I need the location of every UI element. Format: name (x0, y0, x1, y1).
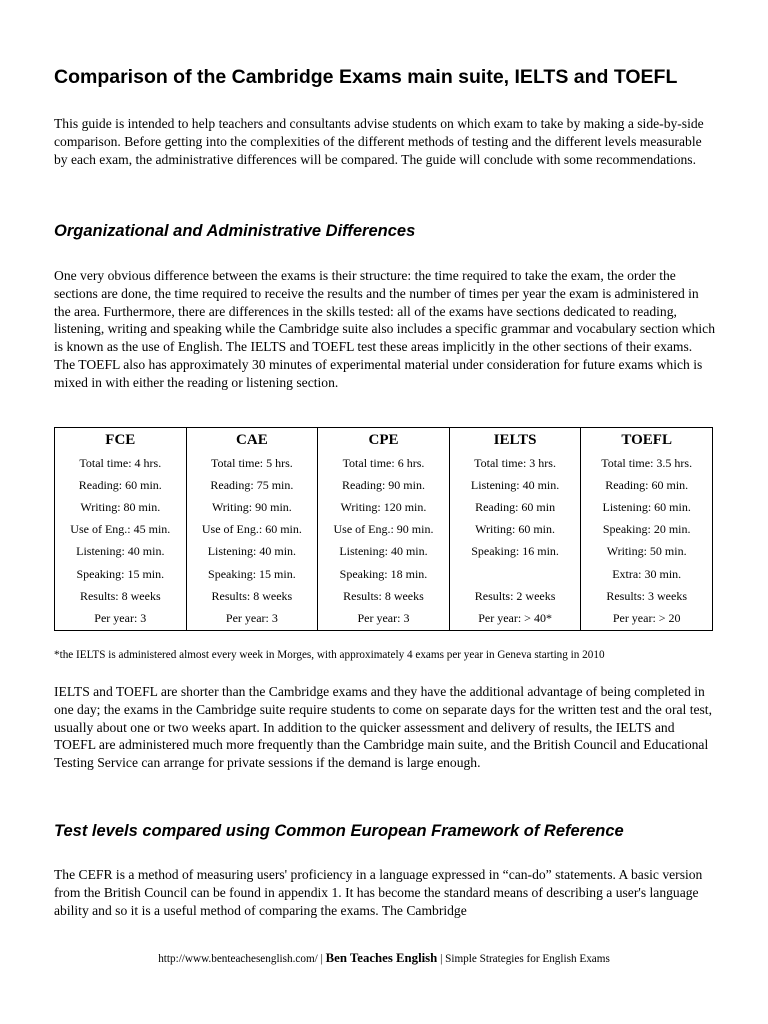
table-row (55, 563, 713, 585)
table-header-row (55, 428, 713, 453)
table-cell: Total time: 3 hrs. (449, 452, 581, 474)
organizational-paragraph: One very obvious difference between the exams is their structure: the time required to take the exam, the order the sections are done, the time required to receive the results and the number of times per year the exam is administered in the area. Furthermore, there are differences in the skills tested: all of the exams have sections dedicated to reading, listening, writing and speaking while the Cambridge suite also includes a specific grammar and vocabulary section which is known as the use of English. The IELTS and TOEFL test these areas implicitly in the other sections of their exams. The TOEFL also has approximately 30 minutes of experimental material under consideration for future exams which is mixed in with either the reading or listening section. (54, 268, 716, 390)
table-cell: Speaking: 16 min. (449, 541, 581, 563)
table-cell: Use of Eng.: 45 min. (55, 519, 187, 541)
table-cell: Per year: > 20 (581, 607, 713, 630)
section-heading-test-levels: Test levels compared using Common European Framework of Reference (54, 822, 624, 840)
table-cell: Writing: 50 min. (581, 541, 713, 563)
table-cell: Speaking: 20 min. (581, 519, 713, 541)
table-cell: Per year: 3 (318, 607, 450, 630)
footer-brand: Ben Teaches English (325, 951, 438, 965)
table-cell: Writing: 120 min. (318, 496, 450, 518)
table-cell: Listening: 40 min. (186, 541, 318, 563)
footer-separator: | (437, 953, 446, 965)
table-cell: Per year: > 40* (449, 607, 581, 630)
exam-comparison-table (54, 427, 713, 631)
table-cell: Results: 8 weeks (186, 585, 318, 607)
table-cell: Results: 2 weeks (449, 585, 581, 607)
table-row (55, 541, 713, 563)
footer-url-link[interactable]: http://www.benteachesenglish.com/ (158, 953, 318, 965)
table-cell: Reading: 60 min (449, 496, 581, 518)
cefr-paragraph: The CEFR is a method of measuring users' proficiency in a language expressed in “can-do” statements. A basic version from the British Council can be found in appendix 1. It has become the standard means of describing a user's language ability and so it is a useful method of comparing the exams. The Cambridge (54, 867, 703, 918)
header-cpe: CPE (318, 428, 450, 453)
page-title: Comparison of the Cambridge Exams main suite, IELTS and TOEFL (54, 66, 678, 88)
intro-paragraph: This guide is intended to help teachers and consultants advise students on which exam to take by making a side-by-side comparison. Before getting into the complexities of the different methods of testing and the different levels measurable by each exam, the administrative differences will be compared. The guide will conclude with some recommendations. (54, 116, 704, 167)
table-cell: Listening: 60 min. (581, 496, 713, 518)
table-cell (449, 563, 581, 585)
table-cell: Writing: 60 min. (449, 519, 581, 541)
section-heading-organizational: Organizational and Administrative Differences (54, 222, 416, 240)
table-row (55, 452, 713, 474)
table-cell: Use of Eng.: 90 min. (318, 519, 450, 541)
table-row (55, 519, 713, 541)
table-cell: Per year: 3 (186, 607, 318, 630)
table-cell: Results: 8 weeks (318, 585, 450, 607)
header-cae: CAE (186, 428, 318, 453)
table-cell: Reading: 60 min. (55, 474, 187, 496)
table-cell: Use of Eng.: 60 min. (186, 519, 318, 541)
table-row (55, 607, 713, 630)
table-cell: Results: 8 weeks (55, 585, 187, 607)
page-footer (0, 950, 768, 967)
table-cell: Total time: 6 hrs. (318, 452, 450, 474)
table-cell: Speaking: 18 min. (318, 563, 450, 585)
table-row (55, 474, 713, 496)
footer-separator: | (317, 953, 326, 965)
table-cell: Speaking: 15 min. (186, 563, 318, 585)
table-cell: Extra: 30 min. (581, 563, 713, 585)
table-cell: Results: 3 weeks (581, 585, 713, 607)
table-footnote: *the IELTS is administered almost every week in Morges, with approximately 4 exams per year in Geneva starting in 2010 (54, 649, 605, 661)
table-cell: Reading: 75 min. (186, 474, 318, 496)
header-ielts: IELTS (449, 428, 581, 453)
table-cell: Writing: 90 min. (186, 496, 318, 518)
table-row (55, 585, 713, 607)
header-toefl: TOEFL (581, 428, 713, 453)
comparison-paragraph: IELTS and TOEFL are shorter than the Cambridge exams and they have the additional advantage of being completed in one day; the exams in the Cambridge suite require students to come on separate days for the written test and the oral test, usually about one or two weeks apart. In addition to the quicker assessment and delivery of results, the IELTS and TOEFL are administered much more frequently than the Cambridge main suite, and the British Council and Educational Testing Service can arrange for private sessions if the demand is large enough. (54, 684, 712, 771)
table-cell: Writing: 80 min. (55, 496, 187, 518)
table-cell: Total time: 3.5 hrs. (581, 452, 713, 474)
table-cell: Listening: 40 min. (318, 541, 450, 563)
table-cell: Per year: 3 (55, 607, 187, 630)
table-row (55, 496, 713, 518)
table-cell: Listening: 40 min. (55, 541, 187, 563)
footer-tagline: Simple Strategies for English Exams (445, 953, 610, 965)
table-cell: Total time: 5 hrs. (186, 452, 318, 474)
table-cell: Listening: 40 min. (449, 474, 581, 496)
table-cell: Total time: 4 hrs. (55, 452, 187, 474)
table-cell: Reading: 60 min. (581, 474, 713, 496)
table-cell: Reading: 90 min. (318, 474, 450, 496)
table-cell: Speaking: 15 min. (55, 563, 187, 585)
header-fce: FCE (55, 428, 187, 453)
